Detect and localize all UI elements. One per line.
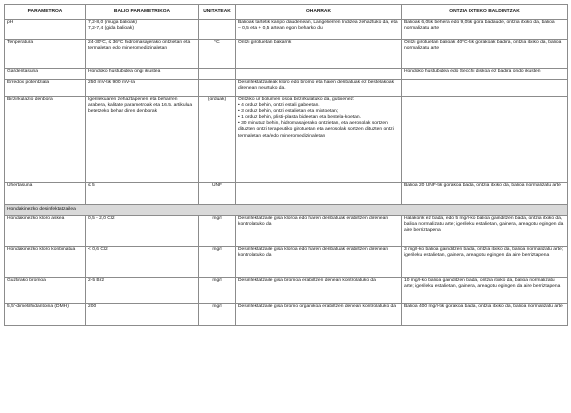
unit-cell: UNF (199, 182, 236, 204)
parameter-cell: Guztirako bromoa (5, 277, 86, 303)
parameter-table-document (4, 4, 567, 326)
parameter-cell: Hondakinezko kloro konbinatua (5, 246, 86, 277)
section-label: Hondakinezko desinfektatzailea (5, 204, 568, 215)
parametric-value-cell: 2-5 Br2 (86, 277, 199, 303)
parametric-value-cell: Igerilekuaren zehaztapenen eta beharren arabera, kalitate parametroak eta 16.5. artikulua betetzeko behar diren denborak (86, 96, 199, 182)
header-units: UNITATEAK (199, 5, 236, 20)
header-notes: OHARRAK (236, 5, 402, 20)
parameter-cell: Uhertasuna (5, 182, 86, 204)
parameter-cell: Birzirkulazio denbora (5, 96, 86, 182)
table-row (5, 182, 568, 204)
table-row (5, 277, 568, 303)
closing-conditions-cell (402, 79, 568, 96)
unit-cell (199, 68, 236, 79)
parametric-value-cell: Hondoko hustubidea ongi ikustea (86, 68, 199, 79)
table-row (5, 39, 568, 68)
unit-cell: mg/l (199, 215, 236, 246)
notes-cell: Desinfektatzaile gisa bromo organikoa erabiltzen denean kontrolatuko da (236, 303, 402, 325)
header-parameter: PARAMETROA (5, 5, 86, 20)
table-row (5, 79, 568, 96)
parametric-value-cell: 250 mV-tik 900 mV-ra (86, 79, 199, 96)
unit-cell: ºC (199, 39, 236, 68)
parameter-cell: Gardentasuna (5, 68, 86, 79)
table-row (5, 19, 568, 39)
notes-cell: Ontzi girotuetan bakarrik (236, 39, 402, 68)
parameter-cell: Tenperatura (5, 39, 86, 68)
notes-cell: Ontziko ur bolumen osoa birzirkulatuko da, gutxienez: • 4 orduz behin, ontzi estali gabeetan. • 3 orduz behin, ontzi estalietan eta mixtoetan; • 1 orduz behin, plisti-plasta bideetan eta bestela-koetan. • 30 minutuz behin, hidromasajerako ontzietan, eta aerosolak sortzen dituzten ontzi terapeutiko girotuetan eta aerosolak sortzen dituzten ontzi termaletan eta/edo mineromedizinaletan (236, 96, 402, 182)
notes-cell: Balioak tartetik kanpo daudenean, Langelierren Indizea zehaztuko da, eta – 0,5 eta + 0,5 artean egon beharko du (236, 19, 402, 39)
closing-conditions-cell: Balioak 6,0tik behera edo 9,0tik gora badaude, ontzia itxiko da, balioa normalizatu arte (402, 19, 568, 39)
table-row (5, 303, 568, 325)
unit-cell (199, 19, 236, 39)
header-row (5, 5, 568, 20)
notes-cell: Desinfektatzaileak kloro edo bromo eta haien deribatuak ez bestelakoak direnean neurtuko da. (236, 79, 402, 96)
section-header-row (5, 204, 568, 215)
parametric-value-cell: 7,2-8,0 (muga balioak) 7,2-7,4 (gida balioak) (86, 19, 199, 39)
unit-cell (199, 79, 236, 96)
parametric-value-cell: 200 (86, 303, 199, 325)
parametric-value-cell: ≤ 5 (86, 182, 199, 204)
unit-cell: (orduak) (199, 96, 236, 182)
notes-cell: Desinfektatzaile gisa kloroa edo haren deribatuak erabiltzen direnean kontrolatuko da (236, 246, 402, 277)
header-closing-conditions: ONTZIA IXTEKO BALDINTZAK (402, 5, 568, 20)
closing-conditions-cell: Hondoko hustubidea edo Secchi diskoa ez badira ondo ikusten (402, 68, 568, 79)
table-row (5, 246, 568, 277)
closing-conditions-cell: 3 mg/l-ko balioa gainditzen bada, ontzia itxiko da, balioa normalizatu arte; igerileku estalietan, gainera, areagotu egingen da aire berriztapena (402, 246, 568, 277)
table-row (5, 96, 568, 182)
notes-cell (236, 182, 402, 204)
parametric-value-cell: 0,5 - 2,0 Cl2 (86, 215, 199, 246)
closing-conditions-cell: Balioa 400 mg/l-tik gorakoa bada, ontzia itxiko da, balioa normalizatu arte (402, 303, 568, 325)
closing-conditions-cell (402, 96, 568, 182)
unit-cell: mg/l (199, 303, 236, 325)
parameter-table (4, 4, 568, 326)
notes-cell: Desinfektatzaile gisa bromoa erabiltzen denean kontrolatuko da (236, 277, 402, 303)
closing-conditions-cell: Balioa 20 UNF-tik gorakoa bada, ontzia itxiko da, balioa normalizatu arte (402, 182, 568, 204)
parameter-cell: Erredox potentziala (5, 79, 86, 96)
parameter-cell: Hondakinezko kloro askea (5, 215, 86, 246)
notes-cell: Desinfektatzaile gisa kloroa edo haren deribatuak erabiltzen direnean kontrolatuko da (236, 215, 402, 246)
parametric-value-cell: < 0,6 Cl2 (86, 246, 199, 277)
parameter-cell: pH (5, 19, 86, 39)
unit-cell: mg/l (199, 246, 236, 277)
table-row (5, 215, 568, 246)
parametric-value-cell: 24-30ºC, ≤ 36ºC hidromasajerako ontzietan eta termaletan edo mineromedizinaletan (86, 39, 199, 68)
unit-cell: mg/l (199, 277, 236, 303)
table-row (5, 68, 568, 79)
notes-cell (236, 68, 402, 79)
closing-conditions-cell: Halakorik ez bada, edo 5 mg/l-ko balioa gainditzen bada, ontzia itxiko da, balioa normalizatu arte; igerileku estalietan, gainera, areagotu egingen da aire berriztapena (402, 215, 568, 246)
closing-conditions-cell: 10 mg/l-ko balioa gainditzen bada, ontzia itxiko da, balioa normalizatu arte; igerileku estalietan, gainera, areagotu egingen da aire berriztapena (402, 277, 568, 303)
parameter-cell: 5,5'-dimetilhidantoina (DMH) (5, 303, 86, 325)
header-parametric-value: BALIO PARAMETRIKOA (86, 5, 199, 20)
closing-conditions-cell: Ontzi girotuetan balioak 40ºC-tik gorakoak badira, ontzia itxiko da, balioa normalizatu arte (402, 39, 568, 68)
